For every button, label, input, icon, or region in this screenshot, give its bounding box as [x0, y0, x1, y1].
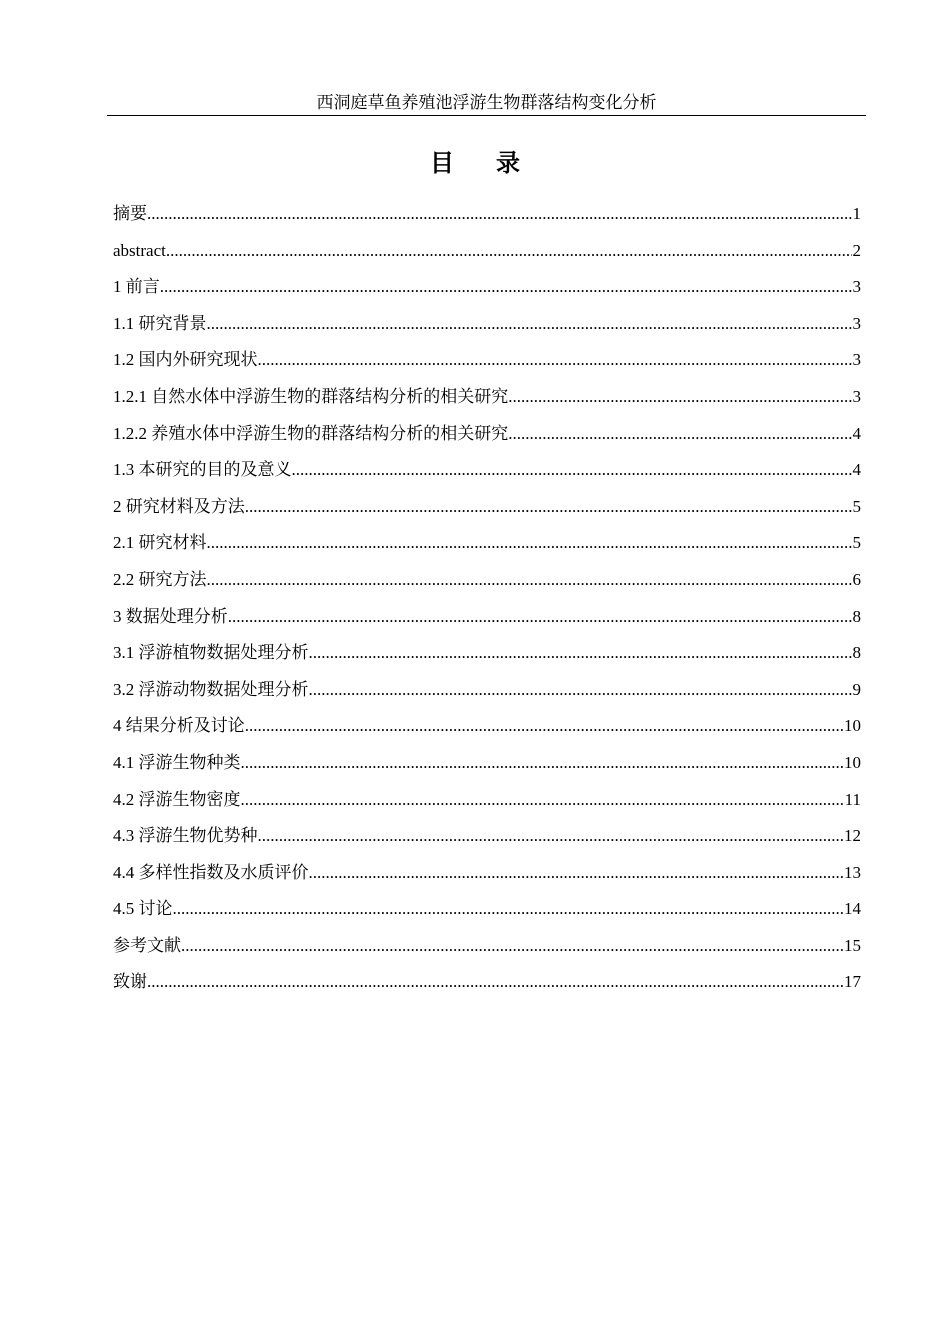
toc-entry-label: 1.1 研究背景	[113, 313, 207, 333]
toc-entry-references[interactable]	[113, 928, 861, 965]
toc-entry-label: 摘要	[113, 204, 147, 223]
toc-entry-label: 4.1 浮游生物种类	[113, 752, 241, 772]
toc-title	[0, 146, 950, 180]
toc-entry-page: 6	[852, 569, 861, 589]
toc-dot-leader	[166, 233, 852, 270]
toc-entry-label: 1.2 国内外研究现状	[113, 350, 258, 370]
toc-dot-leader	[309, 635, 852, 672]
toc-dot-leader	[207, 562, 852, 599]
toc-entry-label: 4 结果分析及讨论	[113, 716, 245, 736]
toc-dot-leader	[241, 745, 844, 782]
toc-entry-label: 4.4 多样性指数及水质评价	[113, 862, 309, 882]
toc-entry-1-1[interactable]	[113, 306, 861, 343]
toc-dot-leader	[258, 342, 852, 379]
toc-dot-leader	[147, 196, 852, 233]
toc-entry-4-4[interactable]	[113, 855, 861, 892]
toc-entry-acknowledgements[interactable]	[113, 964, 861, 1001]
toc-entry-label: 2.2 研究方法	[113, 569, 207, 589]
toc-entry-page: 3	[852, 350, 861, 370]
toc-entry-page: 5	[852, 533, 861, 553]
toc-entry-1-2-1[interactable]	[113, 379, 861, 416]
toc-entry-label: 2.1 研究材料	[113, 533, 207, 553]
toc-entry-page: 2	[852, 240, 861, 260]
toc-dot-leader	[292, 452, 852, 489]
toc-dot-leader	[181, 928, 843, 965]
toc-entry-page: 17	[844, 972, 861, 992]
toc-entry-2[interactable]	[113, 489, 861, 526]
toc-entry-4-3[interactable]	[113, 818, 861, 855]
toc-dot-leader	[207, 306, 852, 343]
toc-entry-1-2-2[interactable]	[113, 416, 861, 453]
toc-dot-leader	[309, 855, 844, 892]
toc-dot-leader	[160, 269, 852, 306]
toc-entry-page: 3	[852, 386, 861, 406]
toc-entry-label: 1.2.1 自然水体中浮游生物的群落结构分析的相关研究	[113, 386, 509, 406]
toc-entry-3[interactable]	[113, 599, 861, 636]
toc-entry-4[interactable]	[113, 708, 861, 745]
running-title: 西洞庭草鱼养殖池浮游生物群落结构变化分析	[316, 93, 657, 112]
toc-entry-label: 4.5 讨论	[113, 899, 173, 919]
toc-list	[113, 196, 861, 1001]
toc-dot-leader	[228, 599, 852, 636]
toc-entry-label: 4.2 浮游生物密度	[113, 789, 241, 809]
toc-entry-3-1[interactable]	[113, 635, 861, 672]
toc-entry-abstract-en[interactable]	[113, 233, 861, 270]
toc-entry-page: 10	[844, 752, 861, 772]
toc-entry-page: 13	[844, 862, 861, 882]
toc-dot-leader	[207, 525, 852, 562]
toc-entry-page: 14	[844, 899, 861, 919]
toc-entry-label: 致谢	[113, 972, 147, 992]
toc-dot-leader	[245, 489, 852, 526]
toc-entry-4-5[interactable]	[113, 891, 861, 928]
toc-entry-label: 1 前言	[113, 277, 160, 297]
toc-entry-4-2[interactable]	[113, 782, 861, 819]
toc-entry-page: 3	[852, 313, 861, 333]
toc-dot-leader	[309, 672, 852, 709]
toc-entry-label: abstract	[113, 240, 166, 260]
toc-entry-4-1[interactable]	[113, 745, 861, 782]
toc-title-right: 录	[496, 149, 520, 177]
toc-entry-label: 3 数据处理分析	[113, 606, 228, 626]
toc-entry-1-3[interactable]	[113, 452, 861, 489]
toc-dot-leader	[173, 891, 844, 928]
toc-dot-leader	[508, 416, 851, 453]
toc-entry-3-2[interactable]	[113, 672, 861, 709]
toc-dot-leader	[258, 818, 844, 855]
toc-entry-page: 4	[852, 423, 861, 443]
toc-dot-leader	[245, 708, 843, 745]
toc-entry-page: 12	[844, 826, 861, 846]
toc-entry-page: 8	[852, 643, 861, 663]
toc-entry-1[interactable]	[113, 269, 861, 306]
toc-entry-page: 3	[852, 277, 861, 297]
toc-title-left: 目	[430, 149, 454, 177]
toc-entry-page: 8	[852, 606, 861, 626]
toc-entry-1-2[interactable]	[113, 342, 861, 379]
toc-entry-abstract-cn[interactable]	[113, 196, 861, 233]
toc-entry-page: 5	[852, 496, 861, 516]
toc-entry-page: 4	[852, 460, 861, 480]
toc-entry-label: 3.2 浮游动物数据处理分析	[113, 679, 309, 699]
toc-entry-page: 15	[844, 935, 861, 955]
toc-entry-page: 1	[852, 204, 861, 223]
toc-entry-label: 4.3 浮游生物优势种	[113, 826, 258, 846]
toc-entry-label: 2 研究材料及方法	[113, 496, 245, 516]
toc-entry-label: 3.1 浮游植物数据处理分析	[113, 643, 309, 663]
toc-entry-label: 1.2.2 养殖水体中浮游生物的群落结构分析的相关研究	[113, 423, 509, 443]
toc-entry-2-1[interactable]	[113, 525, 861, 562]
toc-dot-leader	[508, 379, 851, 416]
toc-entry-page: 9	[852, 679, 861, 699]
toc-entry-page: 11	[844, 789, 861, 809]
toc-entry-label: 参考文献	[113, 935, 181, 955]
toc-entry-label: 1.3 本研究的目的及意义	[113, 460, 292, 480]
toc-entry-2-2[interactable]	[113, 562, 861, 599]
page-header	[107, 91, 866, 116]
toc-dot-leader	[147, 964, 843, 1001]
toc-entry-page: 10	[844, 716, 861, 736]
toc-dot-leader	[241, 782, 844, 819]
